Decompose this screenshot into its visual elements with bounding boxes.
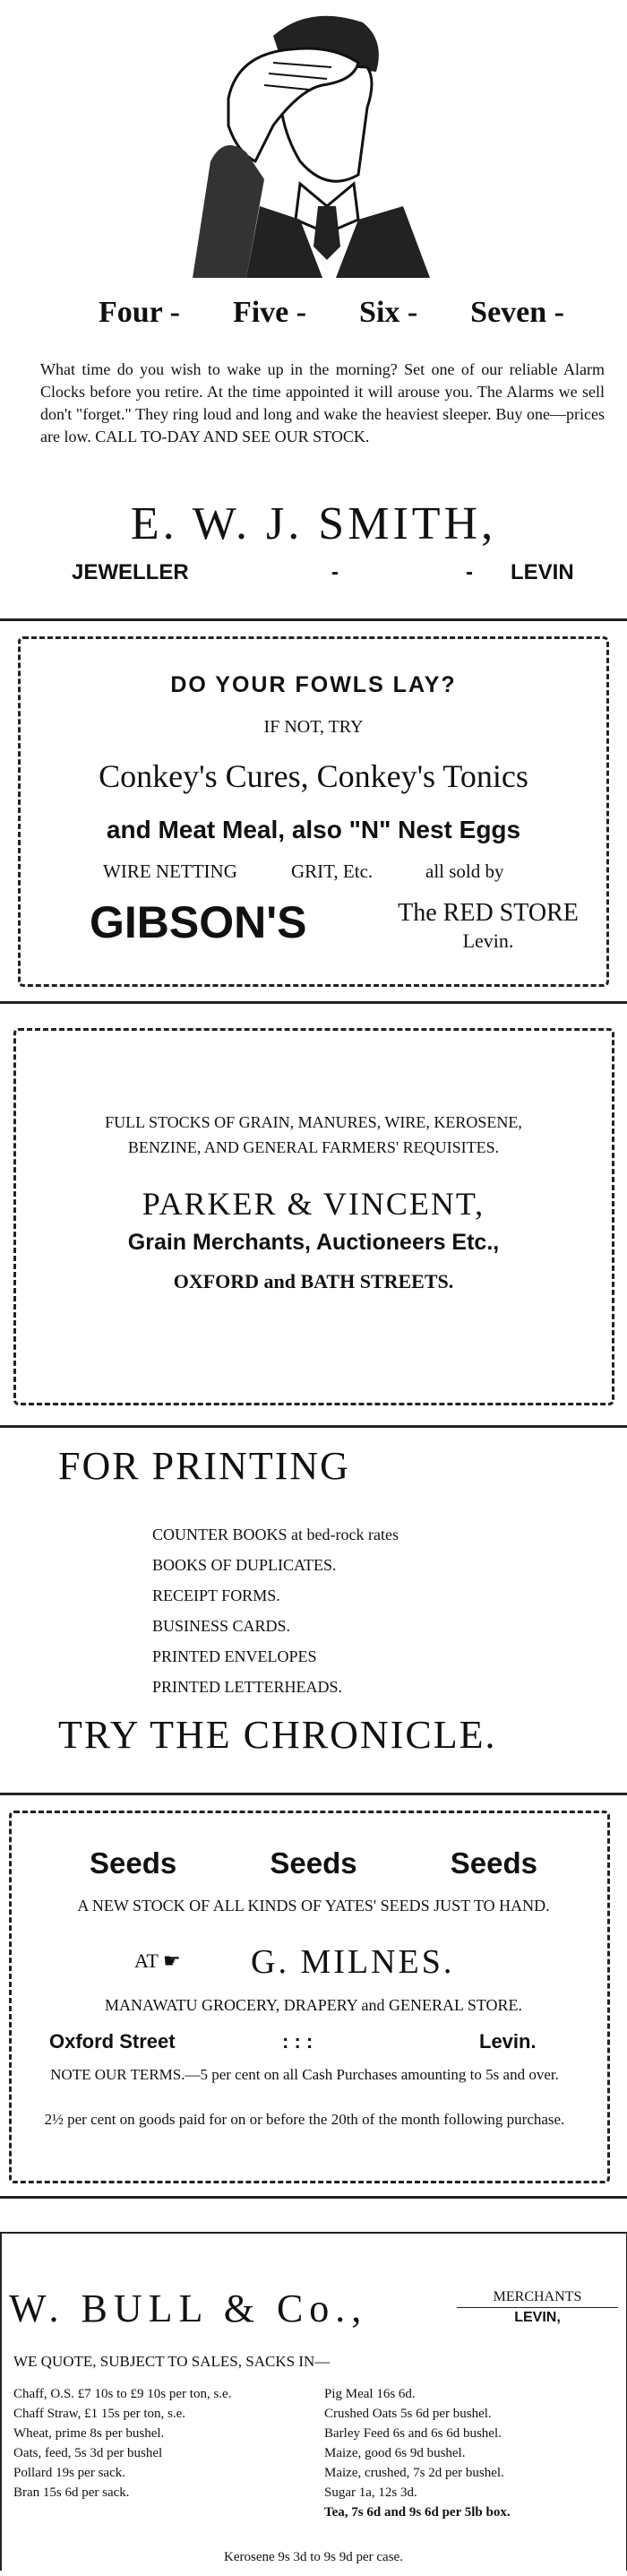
item-receipt-forms: RECEIPT FORMS. <box>152 1586 280 1604</box>
ad5-seeds <box>90 1846 537 1880</box>
ad1-heading <box>99 296 564 330</box>
town-label: Levin. <box>479 2030 537 2053</box>
item-envelopes: PRINTED ENVELOPES <box>152 1647 317 1665</box>
ad2-cures: Conkey's Cures, Conkey's Tonics <box>99 758 528 794</box>
divider <box>0 2196 627 2199</box>
price-item: Oats, feed, 5s 3d per bushel <box>13 2446 163 2460</box>
item-duplicates: BOOKS OF DUPLICATES. <box>152 1556 337 1574</box>
ad6-quote: WE QUOTE, SUBJECT TO SALES, SACKS IN— <box>13 2353 331 2370</box>
heading-four: Four - <box>99 296 180 329</box>
ad2-meal: and Meat Meal, also "N" Nest Eggs <box>106 816 521 843</box>
gibsons-advert <box>0 623 627 999</box>
trade-label: JEWELLER <box>72 560 189 584</box>
item-letterheads: PRINTED LETTERHEADS. <box>152 1678 342 1696</box>
heading-seven: Seven - <box>470 296 564 329</box>
colons: : : : <box>282 2030 314 2053</box>
divider <box>0 1425 627 1428</box>
ad5-terms2: 2½ per cent on goods paid for on or before the 20th of the month following purchase. <box>44 2111 565 2128</box>
grit: GRIT, Etc. <box>291 860 374 882</box>
merchants-label: MERCHANTS <box>457 2287 618 2308</box>
price-item: Barley Feed 6s and 6s 6d bushel. <box>324 2426 502 2441</box>
ad5-name: G. MILNES. <box>251 1943 455 1981</box>
ad2-question: DO YOUR FOWLS LAY? <box>170 672 457 697</box>
item-business-cards: BUSINESS CARDS. <box>152 1617 291 1635</box>
price-item: Maize, good 6s 9d bushel. <box>324 2446 466 2460</box>
milnes-advert <box>0 1797 627 2191</box>
divider <box>0 1793 627 1795</box>
price-item: Chaff Straw, £1 15s per ton, s.e. <box>13 2407 186 2421</box>
pointing-hand-icon: ☛ <box>163 1949 181 1972</box>
town-label: LEVIN <box>511 560 574 584</box>
smith-advert <box>0 0 627 618</box>
seeds-word: Seeds <box>270 1846 357 1880</box>
ad2-levin: Levin. <box>462 929 514 952</box>
parker-vincent-advert <box>0 1006 627 1422</box>
seeds-word: Seeds <box>450 1846 537 1880</box>
man-waking-illustration <box>175 0 461 278</box>
price-item: Crushed Oats 5s 6d per bushel. <box>324 2407 492 2421</box>
price-item: Chaff, O.S. £7 10s to £9 10s per ton, s.e. <box>13 2387 232 2401</box>
street-label: Oxford Street <box>49 2030 176 2053</box>
town-label: LEVIN, <box>514 2310 561 2325</box>
price-item: Sugar 1a, 12s 3d. <box>324 2485 417 2500</box>
ad1-name: E. W. J. SMITH, <box>130 498 497 549</box>
ad2-store: The RED STORE <box>398 899 579 927</box>
ad4-items <box>152 1519 399 1702</box>
ad6-kerosene: Kerosene 9s 3d to 9s 9d per case. <box>224 2550 403 2564</box>
separator-dash: - <box>466 560 473 584</box>
ad3-line2: BENZINE, AND GENERAL FARMERS' REQUISITES. <box>127 1138 500 1156</box>
bull-advert <box>0 2232 627 2576</box>
ad6-merchants-block <box>457 2287 618 2328</box>
printing-advert <box>0 1430 627 1788</box>
ad3-name: PARKER & VINCENT, <box>142 1186 485 1222</box>
sold-by: all sold by <box>425 860 504 882</box>
ad1-body: What time do you wish to wake up in the morning? Set one of our reliable Alarm Clocks before you retire. At the time appointed it will arouse you. The Alarms we sell don't "forget." They ring loud and long and wake the heaviest sleeper. Buy one—prices are low. CALL TO-DAY AND SEE OUR STOCK. <box>40 360 605 445</box>
ad2-gibsons: GIBSON'S <box>90 897 307 947</box>
ad4-title: FOR PRINTING <box>58 1444 350 1488</box>
price-item: Maize, crushed, 7s 2d per bushel. <box>324 2466 504 2480</box>
heading-six: Six - <box>359 296 418 329</box>
ad3-trade: Grain Merchants, Auctioneers Etc., <box>127 1230 500 1255</box>
ad5-stock: A NEW STOCK OF ALL KINDS OF YATES' SEEDS JUST TO HAND. <box>77 1897 550 1915</box>
ad2-if-not: IF NOT, TRY <box>263 717 364 737</box>
ad3-line1: FULL STOCKS OF GRAIN, MANURES, WIRE, KEROSENE, <box>105 1113 522 1131</box>
at-label: AT <box>134 1949 159 1972</box>
price-item: Bran 15s 6d per sack. <box>13 2485 130 2500</box>
price-item: Wheat, prime 8s per bushel. <box>13 2426 165 2441</box>
heading-five: Five - <box>232 296 307 329</box>
price-item: Tea, 7s 6d and 9s 6d per 5lb box. <box>324 2505 511 2520</box>
ad6-price-columns <box>13 2384 614 2522</box>
ad4-footer: TRY THE CHRONICLE. <box>58 1713 497 1757</box>
wire-netting: WIRE NETTING <box>103 860 237 882</box>
right-column <box>315 2384 614 2522</box>
item-counter-books: COUNTER BOOKS at bed-rock rates <box>152 1526 399 1543</box>
divider <box>0 1001 627 1004</box>
seeds-word: Seeds <box>90 1846 177 1880</box>
ad5-at <box>134 1949 181 1973</box>
ad5-terms1: NOTE OUR TERMS.—5 per cent on all Cash Purchases amounting to 5s and over. <box>50 2066 559 2083</box>
separator-dash: - <box>331 560 339 584</box>
price-item: Pollard 19s per sack. <box>13 2466 125 2480</box>
left-column <box>13 2384 315 2522</box>
ad3-address: OXFORD and BATH STREETS. <box>173 1270 454 1292</box>
divider <box>0 618 627 621</box>
ad5-store: MANAWATU GROCERY, DRAPERY and GENERAL STORE. <box>104 1996 523 2014</box>
price-item: Pig Meal 16s 6d. <box>324 2387 416 2401</box>
ad6-name: W. BULL & Co., <box>9 2286 368 2330</box>
